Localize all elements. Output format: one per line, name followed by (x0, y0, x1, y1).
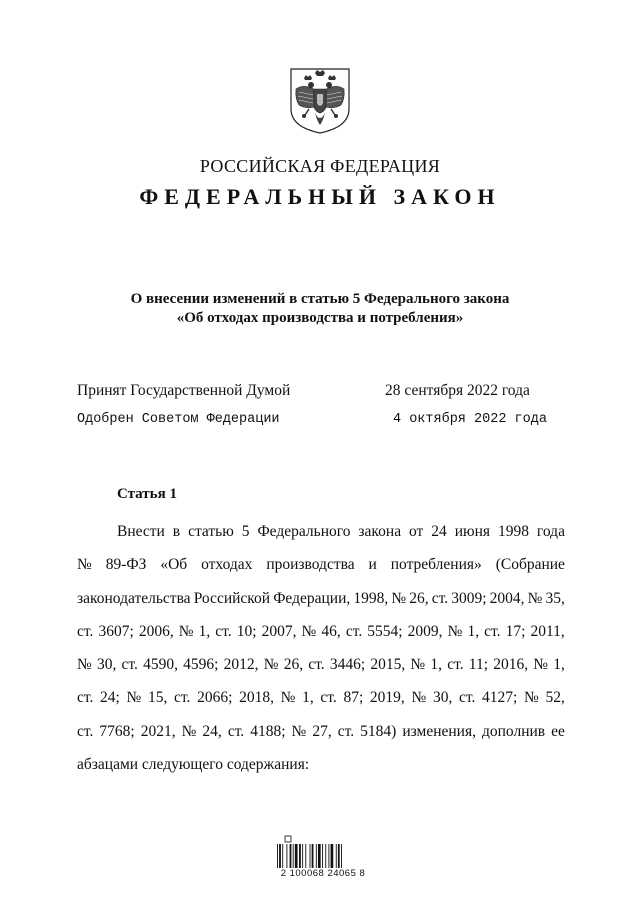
law-title-line: О внесении изменений в статью 5 Федерального закона (130, 291, 510, 307)
approved-by-federation-council-label: Одобрен Советом Федерации (77, 412, 280, 427)
barcode-number: 2 100068 24065 8 (280, 868, 366, 879)
article-body-line: ст. 24; № 15, ст. 2066; 2018, № 1, ст. 87; 2019, № 30, ст. 4127; № 52, (77, 689, 565, 707)
article-body-line: ст. 3607; 2006, № 1, ст. 10; 2007, № 46, ст. 5554; 2009, № 1, ст. 17; 2011, (77, 622, 565, 640)
article-heading: Статья 1 (117, 486, 177, 502)
law-title (0, 290, 640, 328)
russian-coat-of-arms-icon (287, 65, 353, 135)
article-body-line: № 30, ст. 4590, 4596; 2012, № 26, ст. 3446; 2015, № 1, ст. 11; 2016, № 1, (77, 656, 565, 674)
article-body-line: абзацами следующего содержания: (77, 756, 310, 774)
adopted-by-duma-label: Принят Государственной Думой (77, 382, 291, 399)
law-title-line: «Об отходах производства и потребления» (176, 310, 464, 326)
article-body-line: ст. 7768; 2021, № 24, ст. 4188; № 27, ст. 5184) изменения, дополнив ее (77, 722, 565, 740)
article-body (77, 515, 565, 781)
article-body-line: законодательства Российской Федерации, 1998, № 26, ст. 3009; 2004, № 35, (77, 589, 565, 607)
country-name: РОССИЙСКАЯ ФЕДЕРАЦИЯ (199, 156, 441, 176)
approved-by-federation-council-date: 4 октября 2022 года (393, 412, 547, 427)
article-body-line: Внести в статью 5 Федерального закона от 24 июня 1998 года (117, 523, 565, 540)
adopted-by-duma-date: 28 сентября 2022 года (385, 382, 530, 399)
document-type: ФЕДЕРАЛЬНЫЙ ЗАКОН (139, 184, 501, 209)
article-body-line: № 89-ФЗ «Об отходах производства и потребления» (Собрание (77, 556, 565, 574)
